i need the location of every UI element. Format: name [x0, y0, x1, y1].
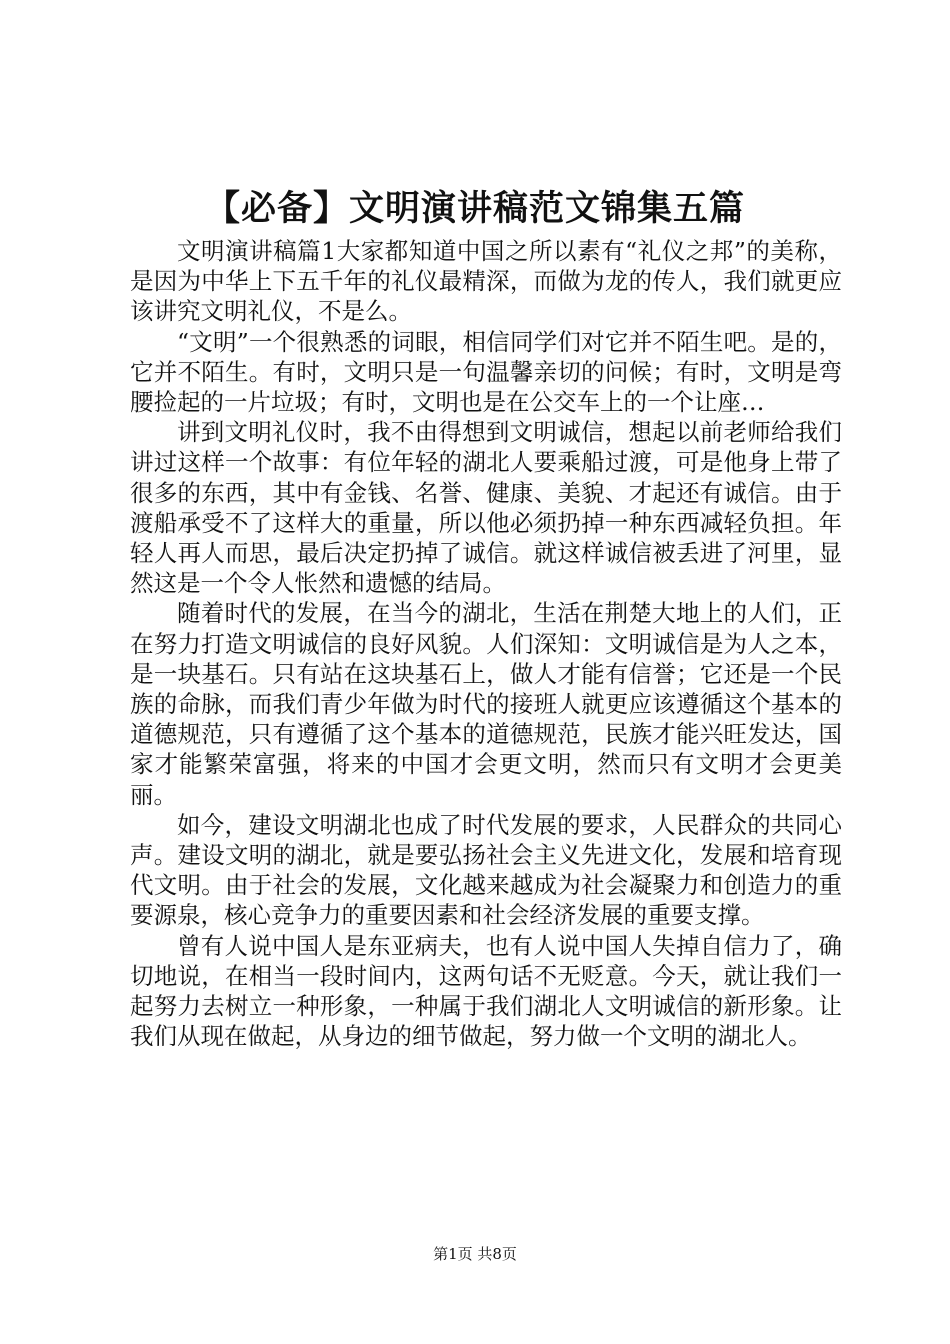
- paragraph: 曾有人说中国人是东亚病夫，也有人说中国人失掉自信力了，确切地说，在相当一段时间内，这两句话不无贬意。今天，就让我们一起努力去树立一种形象，一种属于我们湖北人文明诚信的新形象。让我们从现在做起，从身边的细节做起，努力做一个文明的湖北人。: [130, 931, 842, 1051]
- paragraph: 如今，建设文明湖北也成了时代发展的要求，人民群众的共同心声。建设文明的湖北，就是要弘扬社会主义先进文化，发展和培育现代文明。由于社会的发展，文化越来越成为社会凝聚力和创造力的重要源泉，核心竞争力的重要因素和社会经济发展的重要支撑。: [130, 810, 842, 930]
- paragraph: 随着时代的发展，在当今的湖北，生活在荆楚大地上的人们，正在努力打造文明诚信的良好风貌。人们深知：文明诚信是为人之本，是一块基石。只有站在这块基石上，做人才能有信誉；它还是一个民族的命脉，而我们青少年做为时代的接班人就更应该遵循这个基本的道德规范，只有遵循了这个基本的道德规范，民族才能兴旺发达，国家才能繁荣富强，将来的中国才会更文明，然而只有文明才会更美丽。: [130, 599, 842, 809]
- paragraph: “文明”一个很熟悉的词眼，相信同学们对它并不陌生吧。是的，它并不陌生。有时，文明只是一句温馨亲切的问候；有时，文明是弯腰捡起的一片垃圾；有时，文明也是在公交车上的一个让座…: [130, 327, 842, 417]
- document-body: [130, 236, 842, 1051]
- page-number-footer: 第1页 共8页: [433, 1245, 517, 1263]
- paragraph: 讲到文明礼仪时，我不由得想到文明诚信，想起以前老师给我们讲过这样一个故事：有位年轻的湖北人要乘船过渡，可是他身上带了很多的东西，其中有金钱、名誉、健康、美貌、才起还有诚信。由于渡船承受不了这样大的重量，所以他必须扔掉一种东西减轻负担。年轻人再人而思，最后决定扔掉了诚信。就这样诚信被丢进了河里，显然这是一个令人怅然和遗憾的结局。: [130, 418, 842, 598]
- document-title: 【必备】文明演讲稿范文锦集五篇: [204, 188, 745, 229]
- paragraph: 文明演讲稿篇1大家都知道中国之所以素有“礼仪之邦”的美称，是因为中华上下五千年的礼仪最精深，而做为龙的传人，我们就更应该讲究文明礼仪，不是么。: [130, 237, 842, 326]
